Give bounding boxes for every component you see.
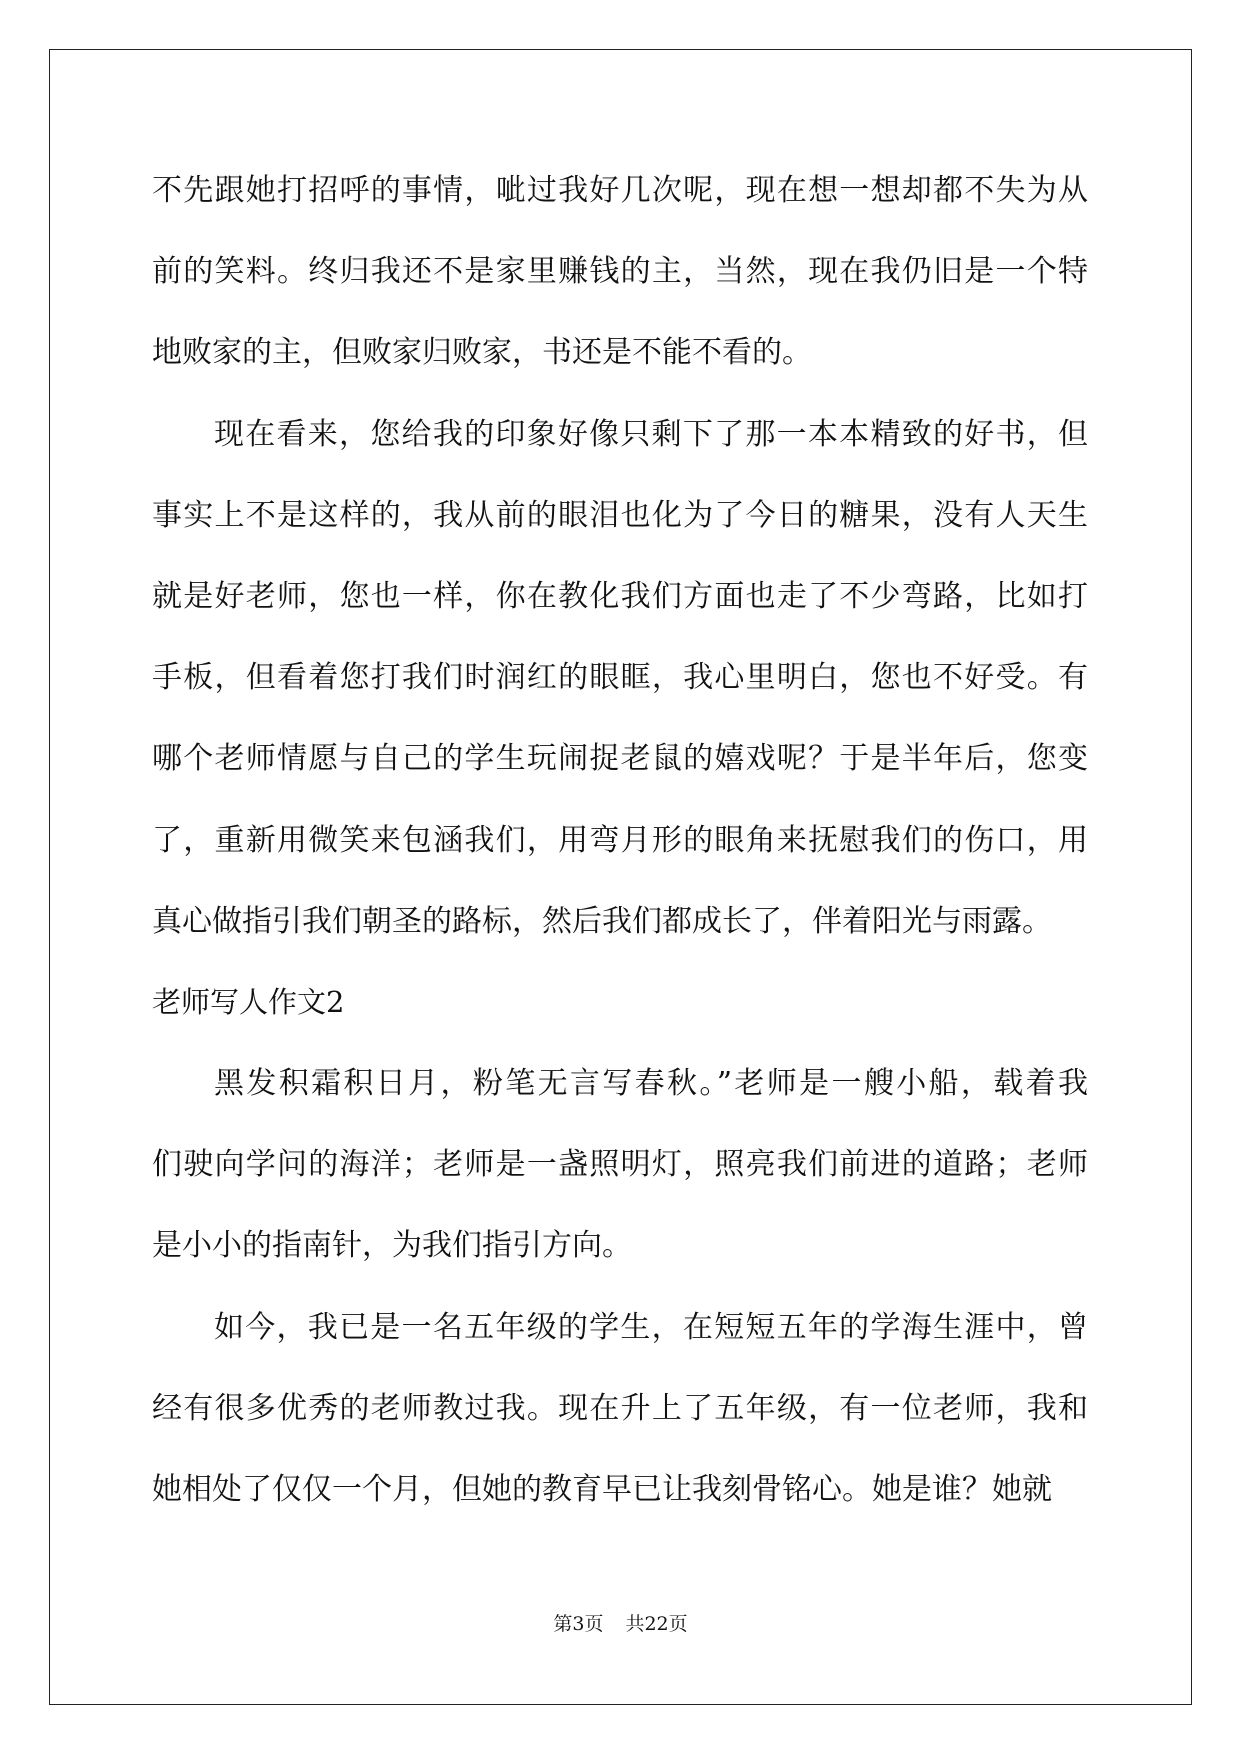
paragraph-line: 就是好老师，您也一样，你在教化我们方面也走了不少弯路，比如打 [152, 578, 1088, 614]
paragraph-line: 们驶向学问的海洋；老师是一盏照明灯，照亮我们前进的道路；老师 [152, 1147, 1088, 1183]
paragraph-line: 事实上不是这样的，我从前的眼泪也化为了今日的糖果，没有人天生 [152, 497, 1088, 533]
paragraph-line: 如今，我已是一名五年级的学生，在短短五年的学海生涯中，曾 [214, 1309, 1088, 1345]
section-heading: 老师写人作文2 [152, 984, 345, 1019]
paragraph-line: 了，重新用微笑来包涵我们，用弯月形的眼角来抚慰我们的伤口，用 [152, 822, 1088, 858]
paragraph-line: 地败家的主，但败家归败家，书还是不能不看的。 [152, 335, 812, 371]
document-body [152, 150, 1088, 1530]
paragraph-line: 前的笑料。终归我还不是家里赚钱的主，当然，现在我仍旧是一个特 [152, 254, 1088, 290]
paragraph-line: 她相处了仅仅一个月，但她的教育早已让我刻骨铭心。她是谁？她就 [152, 1472, 1052, 1507]
paragraph-line: 现在看来，您给我的印象好像只剩下了那一本本精致的好书，但 [214, 416, 1088, 452]
paragraph-line: 真心做指引我们朝圣的路标，然后我们都成长了，伴着阳光与雨露。 [152, 903, 1052, 939]
paragraph-line: 不先跟她打招呼的事情，呲过我好几次呢，现在想一想却都不失为从 [152, 173, 1088, 208]
paragraph-line: 经有很多优秀的老师教过我。现在升上了五年级，有一位老师，我和 [152, 1390, 1088, 1426]
page-footer [0, 1612, 1241, 1636]
paragraph-line: 手板，但看着您打我们时润红的眼眶，我心里明白，您也不好受。有 [152, 660, 1088, 696]
paragraph-line: 黑发积霜积日月，粉笔无言写春秋。”老师是一艘小船，载着我 [214, 1066, 1088, 1102]
page-total: 共22页 [625, 1613, 688, 1635]
page-number: 第3页 [553, 1613, 604, 1635]
paragraph-line: 是小小的指南针，为我们指引方向。 [152, 1228, 632, 1264]
paragraph-line: 哪个老师情愿与自己的学生玩闹捉老鼠的嬉戏呢？于是半年后，您变 [152, 741, 1088, 777]
